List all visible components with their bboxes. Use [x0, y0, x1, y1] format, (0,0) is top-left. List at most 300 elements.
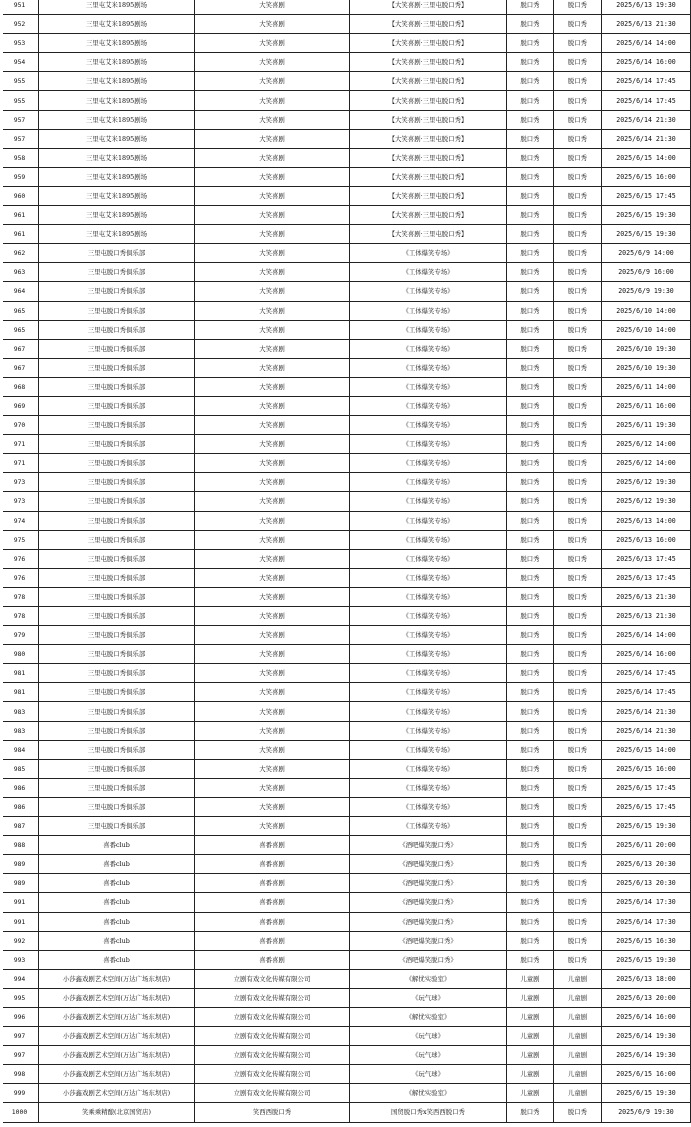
venue-cell: 喜番club	[39, 950, 195, 969]
row-number-cell: 978	[1, 587, 39, 606]
organizer-cell: 大笑喜剧	[195, 683, 350, 702]
subcategory-cell: 脱口秀	[554, 530, 602, 549]
row-number-cell: 984	[1, 740, 39, 759]
datetime-cell: 2025/6/10 14:00	[602, 320, 691, 339]
category-cell: 脱口秀	[507, 893, 554, 912]
show-title-cell: 《玩气球》	[350, 1046, 507, 1065]
category-cell: 脱口秀	[507, 492, 554, 511]
organizer-cell: 大笑喜剧	[195, 148, 350, 167]
table-row	[1, 759, 691, 778]
show-title-cell: 【大笑喜剧·三里屯脱口秀】	[350, 72, 507, 91]
subcategory-cell: 脱口秀	[554, 664, 602, 683]
show-title-cell: 《工体爆笑专场》	[350, 607, 507, 626]
table-row	[1, 969, 691, 988]
organizer-cell: 大笑喜剧	[195, 377, 350, 396]
table-row	[1, 1065, 691, 1084]
venue-cell: 喜番club	[39, 874, 195, 893]
row-number-cell: 986	[1, 778, 39, 797]
row-number-cell: 981	[1, 683, 39, 702]
organizer-cell: 大笑喜剧	[195, 282, 350, 301]
table-row	[1, 416, 691, 435]
row-number-cell: 976	[1, 568, 39, 587]
row-number-cell: 994	[1, 969, 39, 988]
category-cell: 脱口秀	[507, 683, 554, 702]
subcategory-cell: 脱口秀	[554, 148, 602, 167]
datetime-cell: 2025/6/10 14:00	[602, 301, 691, 320]
table-row	[1, 435, 691, 454]
datetime-cell: 2025/6/14 17:30	[602, 893, 691, 912]
category-cell: 脱口秀	[507, 225, 554, 244]
category-cell: 脱口秀	[507, 931, 554, 950]
show-title-cell: 【大笑喜剧·三里屯脱口秀】	[350, 206, 507, 225]
datetime-cell: 2025/6/13 17:45	[602, 549, 691, 568]
category-cell: 脱口秀	[507, 148, 554, 167]
row-number-cell: 976	[1, 549, 39, 568]
table-row	[1, 855, 691, 874]
category-cell: 脱口秀	[507, 416, 554, 435]
show-title-cell: 《玩气球》	[350, 1027, 507, 1046]
row-number-cell: 953	[1, 34, 39, 53]
row-number-cell: 995	[1, 988, 39, 1007]
row-number-cell: 959	[1, 167, 39, 186]
category-cell: 脱口秀	[507, 740, 554, 759]
table-row	[1, 377, 691, 396]
table-row	[1, 15, 691, 34]
category-cell: 脱口秀	[507, 244, 554, 263]
organizer-cell: 大笑喜剧	[195, 167, 350, 186]
organizer-cell: 大笑喜剧	[195, 797, 350, 816]
category-cell: 脱口秀	[507, 702, 554, 721]
row-number-cell: 958	[1, 148, 39, 167]
table-row	[1, 492, 691, 511]
show-title-cell: 《工体爆笑专场》	[350, 377, 507, 396]
datetime-cell: 2025/6/13 17:45	[602, 568, 691, 587]
organizer-cell: 大笑喜剧	[195, 244, 350, 263]
category-cell: 脱口秀	[507, 110, 554, 129]
venue-cell: 小莎鑫戏剧艺术空间(万达广场东坝店)	[39, 1084, 195, 1103]
subcategory-cell: 脱口秀	[554, 1103, 602, 1122]
subcategory-cell: 脱口秀	[554, 416, 602, 435]
table-row	[1, 129, 691, 148]
subcategory-cell: 脱口秀	[554, 263, 602, 282]
category-cell: 脱口秀	[507, 778, 554, 797]
show-title-cell: 《工体爆笑专场》	[350, 702, 507, 721]
table-row	[1, 225, 691, 244]
table-row	[1, 817, 691, 836]
show-title-cell: 《工体爆笑专场》	[350, 473, 507, 492]
organizer-cell: 大笑喜剧	[195, 358, 350, 377]
venue-cell: 三里屯脱口秀俱乐部	[39, 549, 195, 568]
subcategory-cell: 脱口秀	[554, 377, 602, 396]
row-number-cell: 985	[1, 759, 39, 778]
organizer-cell: 大笑喜剧	[195, 492, 350, 511]
show-title-cell: 【大笑喜剧·三里屯脱口秀】	[350, 129, 507, 148]
datetime-cell: 2025/6/11 14:00	[602, 377, 691, 396]
venue-cell: 三里屯脱口秀俱乐部	[39, 339, 195, 358]
category-cell: 脱口秀	[507, 396, 554, 415]
table-row	[1, 683, 691, 702]
table-row	[1, 931, 691, 950]
subcategory-cell: 脱口秀	[554, 836, 602, 855]
show-title-cell: 《工体爆笑专场》	[350, 797, 507, 816]
row-number-cell: 989	[1, 874, 39, 893]
venue-cell: 三里屯艾米1895剧场	[39, 72, 195, 91]
table-row	[1, 1027, 691, 1046]
datetime-cell: 2025/6/15 14:00	[602, 740, 691, 759]
show-title-cell: 《工体爆笑专场》	[350, 645, 507, 664]
venue-cell: 三里屯艾米1895剧场	[39, 53, 195, 72]
subcategory-cell: 脱口秀	[554, 454, 602, 473]
table-row	[1, 167, 691, 186]
venue-cell: 小莎鑫戏剧艺术空间(万达广场东坝店)	[39, 1027, 195, 1046]
show-title-cell: 《工体爆笑专场》	[350, 416, 507, 435]
table-row	[1, 1007, 691, 1026]
row-number-cell: 974	[1, 511, 39, 530]
organizer-cell: 大笑喜剧	[195, 396, 350, 415]
table-row	[1, 91, 691, 110]
organizer-cell: 立剧有戏文化传媒有限公司	[195, 969, 350, 988]
category-cell: 脱口秀	[507, 855, 554, 874]
show-title-cell: 《酒吧爆笑脱口秀》	[350, 912, 507, 931]
row-number-cell: 981	[1, 664, 39, 683]
table-row	[1, 1046, 691, 1065]
organizer-cell: 喜番喜剧	[195, 836, 350, 855]
row-number-cell: 989	[1, 855, 39, 874]
row-number-cell: 952	[1, 15, 39, 34]
venue-cell: 笑乘乘精酿(北京国贸店)	[39, 1103, 195, 1122]
venue-cell: 三里屯艾米1895剧场	[39, 110, 195, 129]
venue-cell: 三里屯艾米1895剧场	[39, 225, 195, 244]
show-title-cell: 【大笑喜剧·三里屯脱口秀】	[350, 53, 507, 72]
show-title-cell: 【大笑喜剧·三里屯脱口秀】	[350, 186, 507, 205]
show-title-cell: 《工体爆笑专场》	[350, 339, 507, 358]
row-number-cell: 955	[1, 91, 39, 110]
category-cell: 儿童剧	[507, 1046, 554, 1065]
row-number-cell: 967	[1, 339, 39, 358]
category-cell: 脱口秀	[507, 759, 554, 778]
row-number-cell: 965	[1, 301, 39, 320]
organizer-cell: 大笑喜剧	[195, 72, 350, 91]
venue-cell: 三里屯脱口秀俱乐部	[39, 607, 195, 626]
venue-cell: 三里屯艾米1895剧场	[39, 129, 195, 148]
row-number-cell: 957	[1, 110, 39, 129]
row-number-cell: 999	[1, 1084, 39, 1103]
datetime-cell: 2025/6/15 16:30	[602, 931, 691, 950]
datetime-cell: 2025/6/11 19:30	[602, 416, 691, 435]
category-cell: 脱口秀	[507, 511, 554, 530]
category-cell: 脱口秀	[507, 1103, 554, 1122]
subcategory-cell: 脱口秀	[554, 855, 602, 874]
row-number-cell: 961	[1, 206, 39, 225]
table-row	[1, 950, 691, 969]
show-title-cell: 《工体爆笑专场》	[350, 301, 507, 320]
category-cell: 脱口秀	[507, 15, 554, 34]
organizer-cell: 大笑喜剧	[195, 435, 350, 454]
category-cell: 儿童剧	[507, 969, 554, 988]
show-title-cell: 《工体爆笑专场》	[350, 492, 507, 511]
subcategory-cell: 儿童剧	[554, 988, 602, 1007]
venue-cell: 三里屯脱口秀俱乐部	[39, 435, 195, 454]
row-number-cell: 969	[1, 396, 39, 415]
show-title-cell: 《工体爆笑专场》	[350, 587, 507, 606]
datetime-cell: 2025/6/13 19:30	[602, 0, 691, 15]
datetime-cell: 2025/6/9 14:00	[602, 244, 691, 263]
organizer-cell: 大笑喜剧	[195, 263, 350, 282]
organizer-cell: 大笑喜剧	[195, 301, 350, 320]
datetime-cell: 2025/6/10 19:30	[602, 339, 691, 358]
venue-cell: 小莎鑫戏剧艺术空间(万达广场东坝店)	[39, 969, 195, 988]
table-row	[1, 607, 691, 626]
row-number-cell: 951	[1, 0, 39, 15]
row-number-cell: 988	[1, 836, 39, 855]
category-cell: 脱口秀	[507, 358, 554, 377]
subcategory-cell: 脱口秀	[554, 167, 602, 186]
subcategory-cell: 脱口秀	[554, 912, 602, 931]
row-number-cell: 955	[1, 72, 39, 91]
datetime-cell: 2025/6/15 16:00	[602, 167, 691, 186]
organizer-cell: 大笑喜剧	[195, 320, 350, 339]
show-title-cell: 【大笑喜剧·三里屯脱口秀】	[350, 34, 507, 53]
organizer-cell: 大笑喜剧	[195, 129, 350, 148]
datetime-cell: 2025/6/9 16:00	[602, 263, 691, 282]
category-cell: 儿童剧	[507, 988, 554, 1007]
subcategory-cell: 脱口秀	[554, 396, 602, 415]
venue-cell: 三里屯脱口秀俱乐部	[39, 626, 195, 645]
category-cell: 儿童剧	[507, 1065, 554, 1084]
subcategory-cell: 脱口秀	[554, 91, 602, 110]
row-number-cell: 973	[1, 473, 39, 492]
category-cell: 脱口秀	[507, 473, 554, 492]
table-row	[1, 358, 691, 377]
venue-cell: 三里屯脱口秀俱乐部	[39, 645, 195, 664]
show-title-cell: 《工体爆笑专场》	[350, 282, 507, 301]
venue-cell: 三里屯脱口秀俱乐部	[39, 244, 195, 263]
category-cell: 脱口秀	[507, 645, 554, 664]
row-number-cell: 993	[1, 950, 39, 969]
table-row	[1, 778, 691, 797]
organizer-cell: 大笑喜剧	[195, 587, 350, 606]
table-row	[1, 664, 691, 683]
category-cell: 脱口秀	[507, 874, 554, 893]
table-row	[1, 339, 691, 358]
category-cell: 脱口秀	[507, 206, 554, 225]
venue-cell: 三里屯脱口秀俱乐部	[39, 759, 195, 778]
datetime-cell: 2025/6/13 20:30	[602, 855, 691, 874]
organizer-cell: 大笑喜剧	[195, 740, 350, 759]
subcategory-cell: 脱口秀	[554, 817, 602, 836]
venue-cell: 三里屯脱口秀俱乐部	[39, 377, 195, 396]
show-title-cell: 国贸脱口秀x笑西西脱口秀	[350, 1103, 507, 1122]
category-cell: 儿童剧	[507, 1084, 554, 1103]
table-row	[1, 1103, 691, 1122]
subcategory-cell: 脱口秀	[554, 358, 602, 377]
category-cell: 脱口秀	[507, 950, 554, 969]
organizer-cell: 喜番喜剧	[195, 855, 350, 874]
organizer-cell: 大笑喜剧	[195, 416, 350, 435]
datetime-cell: 2025/6/15 19:30	[602, 950, 691, 969]
show-title-cell: 《工体爆笑专场》	[350, 454, 507, 473]
datetime-cell: 2025/6/14 16:00	[602, 645, 691, 664]
venue-cell: 三里屯脱口秀俱乐部	[39, 797, 195, 816]
venue-cell: 三里屯艾米1895剧场	[39, 15, 195, 34]
subcategory-cell: 脱口秀	[554, 645, 602, 664]
subcategory-cell: 脱口秀	[554, 129, 602, 148]
organizer-cell: 喜番喜剧	[195, 874, 350, 893]
subcategory-cell: 脱口秀	[554, 607, 602, 626]
organizer-cell: 大笑喜剧	[195, 339, 350, 358]
datetime-cell: 2025/6/15 19:30	[602, 206, 691, 225]
table-row	[1, 721, 691, 740]
show-title-cell: 《工体爆笑专场》	[350, 683, 507, 702]
venue-cell: 三里屯脱口秀俱乐部	[39, 740, 195, 759]
organizer-cell: 大笑喜剧	[195, 473, 350, 492]
datetime-cell: 2025/6/12 19:30	[602, 492, 691, 511]
show-title-cell: 《工体爆笑专场》	[350, 396, 507, 415]
show-title-cell: 《工体爆笑专场》	[350, 740, 507, 759]
table-row	[1, 836, 691, 855]
table-row	[1, 72, 691, 91]
row-number-cell: 971	[1, 454, 39, 473]
row-number-cell: 960	[1, 186, 39, 205]
row-number-cell: 957	[1, 129, 39, 148]
datetime-cell: 2025/6/15 17:45	[602, 778, 691, 797]
datetime-cell: 2025/6/14 17:45	[602, 91, 691, 110]
venue-cell: 喜番club	[39, 893, 195, 912]
subcategory-cell: 脱口秀	[554, 244, 602, 263]
organizer-cell: 大笑喜剧	[195, 530, 350, 549]
organizer-cell: 大笑喜剧	[195, 778, 350, 797]
show-title-cell: 《工体爆笑专场》	[350, 721, 507, 740]
subcategory-cell: 脱口秀	[554, 282, 602, 301]
datetime-cell: 2025/6/12 14:00	[602, 435, 691, 454]
category-cell: 脱口秀	[507, 797, 554, 816]
subcategory-cell: 脱口秀	[554, 492, 602, 511]
organizer-cell: 大笑喜剧	[195, 186, 350, 205]
category-cell: 儿童剧	[507, 1007, 554, 1026]
venue-cell: 喜番club	[39, 855, 195, 874]
table-row	[1, 396, 691, 415]
show-title-cell: 【大笑喜剧·三里屯脱口秀】	[350, 0, 507, 15]
show-title-cell: 《工体爆笑专场》	[350, 358, 507, 377]
datetime-cell: 2025/6/15 17:45	[602, 186, 691, 205]
row-number-cell: 965	[1, 320, 39, 339]
subcategory-cell: 脱口秀	[554, 435, 602, 454]
category-cell: 脱口秀	[507, 454, 554, 473]
subcategory-cell: 儿童剧	[554, 969, 602, 988]
show-title-cell: 【大笑喜剧·三里屯脱口秀】	[350, 167, 507, 186]
venue-cell: 三里屯脱口秀俱乐部	[39, 416, 195, 435]
row-number-cell: 991	[1, 912, 39, 931]
row-number-cell: 954	[1, 53, 39, 72]
venue-cell: 小莎鑫戏剧艺术空间(万达广场东坝店)	[39, 1007, 195, 1026]
category-cell: 脱口秀	[507, 301, 554, 320]
row-number-cell: 983	[1, 702, 39, 721]
organizer-cell: 笑西西脱口秀	[195, 1103, 350, 1122]
venue-cell: 三里屯艾米1895剧场	[39, 34, 195, 53]
table-row	[1, 549, 691, 568]
category-cell: 脱口秀	[507, 721, 554, 740]
subcategory-cell: 脱口秀	[554, 511, 602, 530]
table-row	[1, 263, 691, 282]
subcategory-cell: 脱口秀	[554, 339, 602, 358]
subcategory-cell: 脱口秀	[554, 893, 602, 912]
category-cell: 脱口秀	[507, 664, 554, 683]
category-cell: 脱口秀	[507, 186, 554, 205]
category-cell: 脱口秀	[507, 339, 554, 358]
category-cell: 脱口秀	[507, 129, 554, 148]
venue-cell: 三里屯艾米1895剧场	[39, 206, 195, 225]
venue-cell: 三里屯脱口秀俱乐部	[39, 664, 195, 683]
row-number-cell: 973	[1, 492, 39, 511]
venue-cell: 三里屯脱口秀俱乐部	[39, 282, 195, 301]
organizer-cell: 立剧有戏文化传媒有限公司	[195, 1065, 350, 1084]
row-number-cell: 992	[1, 931, 39, 950]
subcategory-cell: 脱口秀	[554, 72, 602, 91]
category-cell: 脱口秀	[507, 282, 554, 301]
venue-cell: 三里屯脱口秀俱乐部	[39, 683, 195, 702]
show-title-cell: 《工体爆笑专场》	[350, 759, 507, 778]
show-title-cell: 《工体爆笑专场》	[350, 549, 507, 568]
table-row	[1, 186, 691, 205]
category-cell: 脱口秀	[507, 912, 554, 931]
subcategory-cell: 脱口秀	[554, 320, 602, 339]
organizer-cell: 喜番喜剧	[195, 950, 350, 969]
show-title-cell: 《酒吧爆笑脱口秀》	[350, 931, 507, 950]
organizer-cell: 大笑喜剧	[195, 0, 350, 15]
datetime-cell: 2025/6/14 17:30	[602, 912, 691, 931]
category-cell: 脱口秀	[507, 167, 554, 186]
table-row	[1, 0, 691, 15]
datetime-cell: 2025/6/11 20:00	[602, 836, 691, 855]
table-row	[1, 53, 691, 72]
subcategory-cell: 脱口秀	[554, 549, 602, 568]
venue-cell: 三里屯脱口秀俱乐部	[39, 817, 195, 836]
venue-cell: 三里屯艾米1895剧场	[39, 167, 195, 186]
organizer-cell: 大笑喜剧	[195, 91, 350, 110]
show-title-cell: 《工体爆笑专场》	[350, 530, 507, 549]
row-number-cell: 961	[1, 225, 39, 244]
datetime-cell: 2025/6/14 19:30	[602, 1027, 691, 1046]
subcategory-cell: 脱口秀	[554, 15, 602, 34]
datetime-cell: 2025/6/10 19:30	[602, 358, 691, 377]
datetime-cell: 2025/6/13 20:30	[602, 874, 691, 893]
datetime-cell: 2025/6/14 21:30	[602, 129, 691, 148]
category-cell: 脱口秀	[507, 626, 554, 645]
row-number-cell: 986	[1, 797, 39, 816]
venue-cell: 三里屯脱口秀俱乐部	[39, 473, 195, 492]
subcategory-cell: 脱口秀	[554, 587, 602, 606]
table-row	[1, 530, 691, 549]
datetime-cell: 2025/6/13 21:30	[602, 607, 691, 626]
category-cell: 脱口秀	[507, 587, 554, 606]
table-row	[1, 282, 691, 301]
category-cell: 脱口秀	[507, 263, 554, 282]
organizer-cell: 立剧有戏文化传媒有限公司	[195, 1027, 350, 1046]
datetime-cell: 2025/6/14 16:00	[602, 1007, 691, 1026]
table-row	[1, 301, 691, 320]
subcategory-cell: 脱口秀	[554, 778, 602, 797]
subcategory-cell: 脱口秀	[554, 186, 602, 205]
datetime-cell: 2025/6/14 14:00	[602, 626, 691, 645]
row-number-cell: 968	[1, 377, 39, 396]
show-title-cell: 《解忧实验室》	[350, 969, 507, 988]
subcategory-cell: 脱口秀	[554, 206, 602, 225]
show-title-cell: 《工体爆笑专场》	[350, 244, 507, 263]
subcategory-cell: 脱口秀	[554, 301, 602, 320]
row-number-cell: 1000	[1, 1103, 39, 1122]
venue-cell: 三里屯脱口秀俱乐部	[39, 301, 195, 320]
organizer-cell: 大笑喜剧	[195, 206, 350, 225]
